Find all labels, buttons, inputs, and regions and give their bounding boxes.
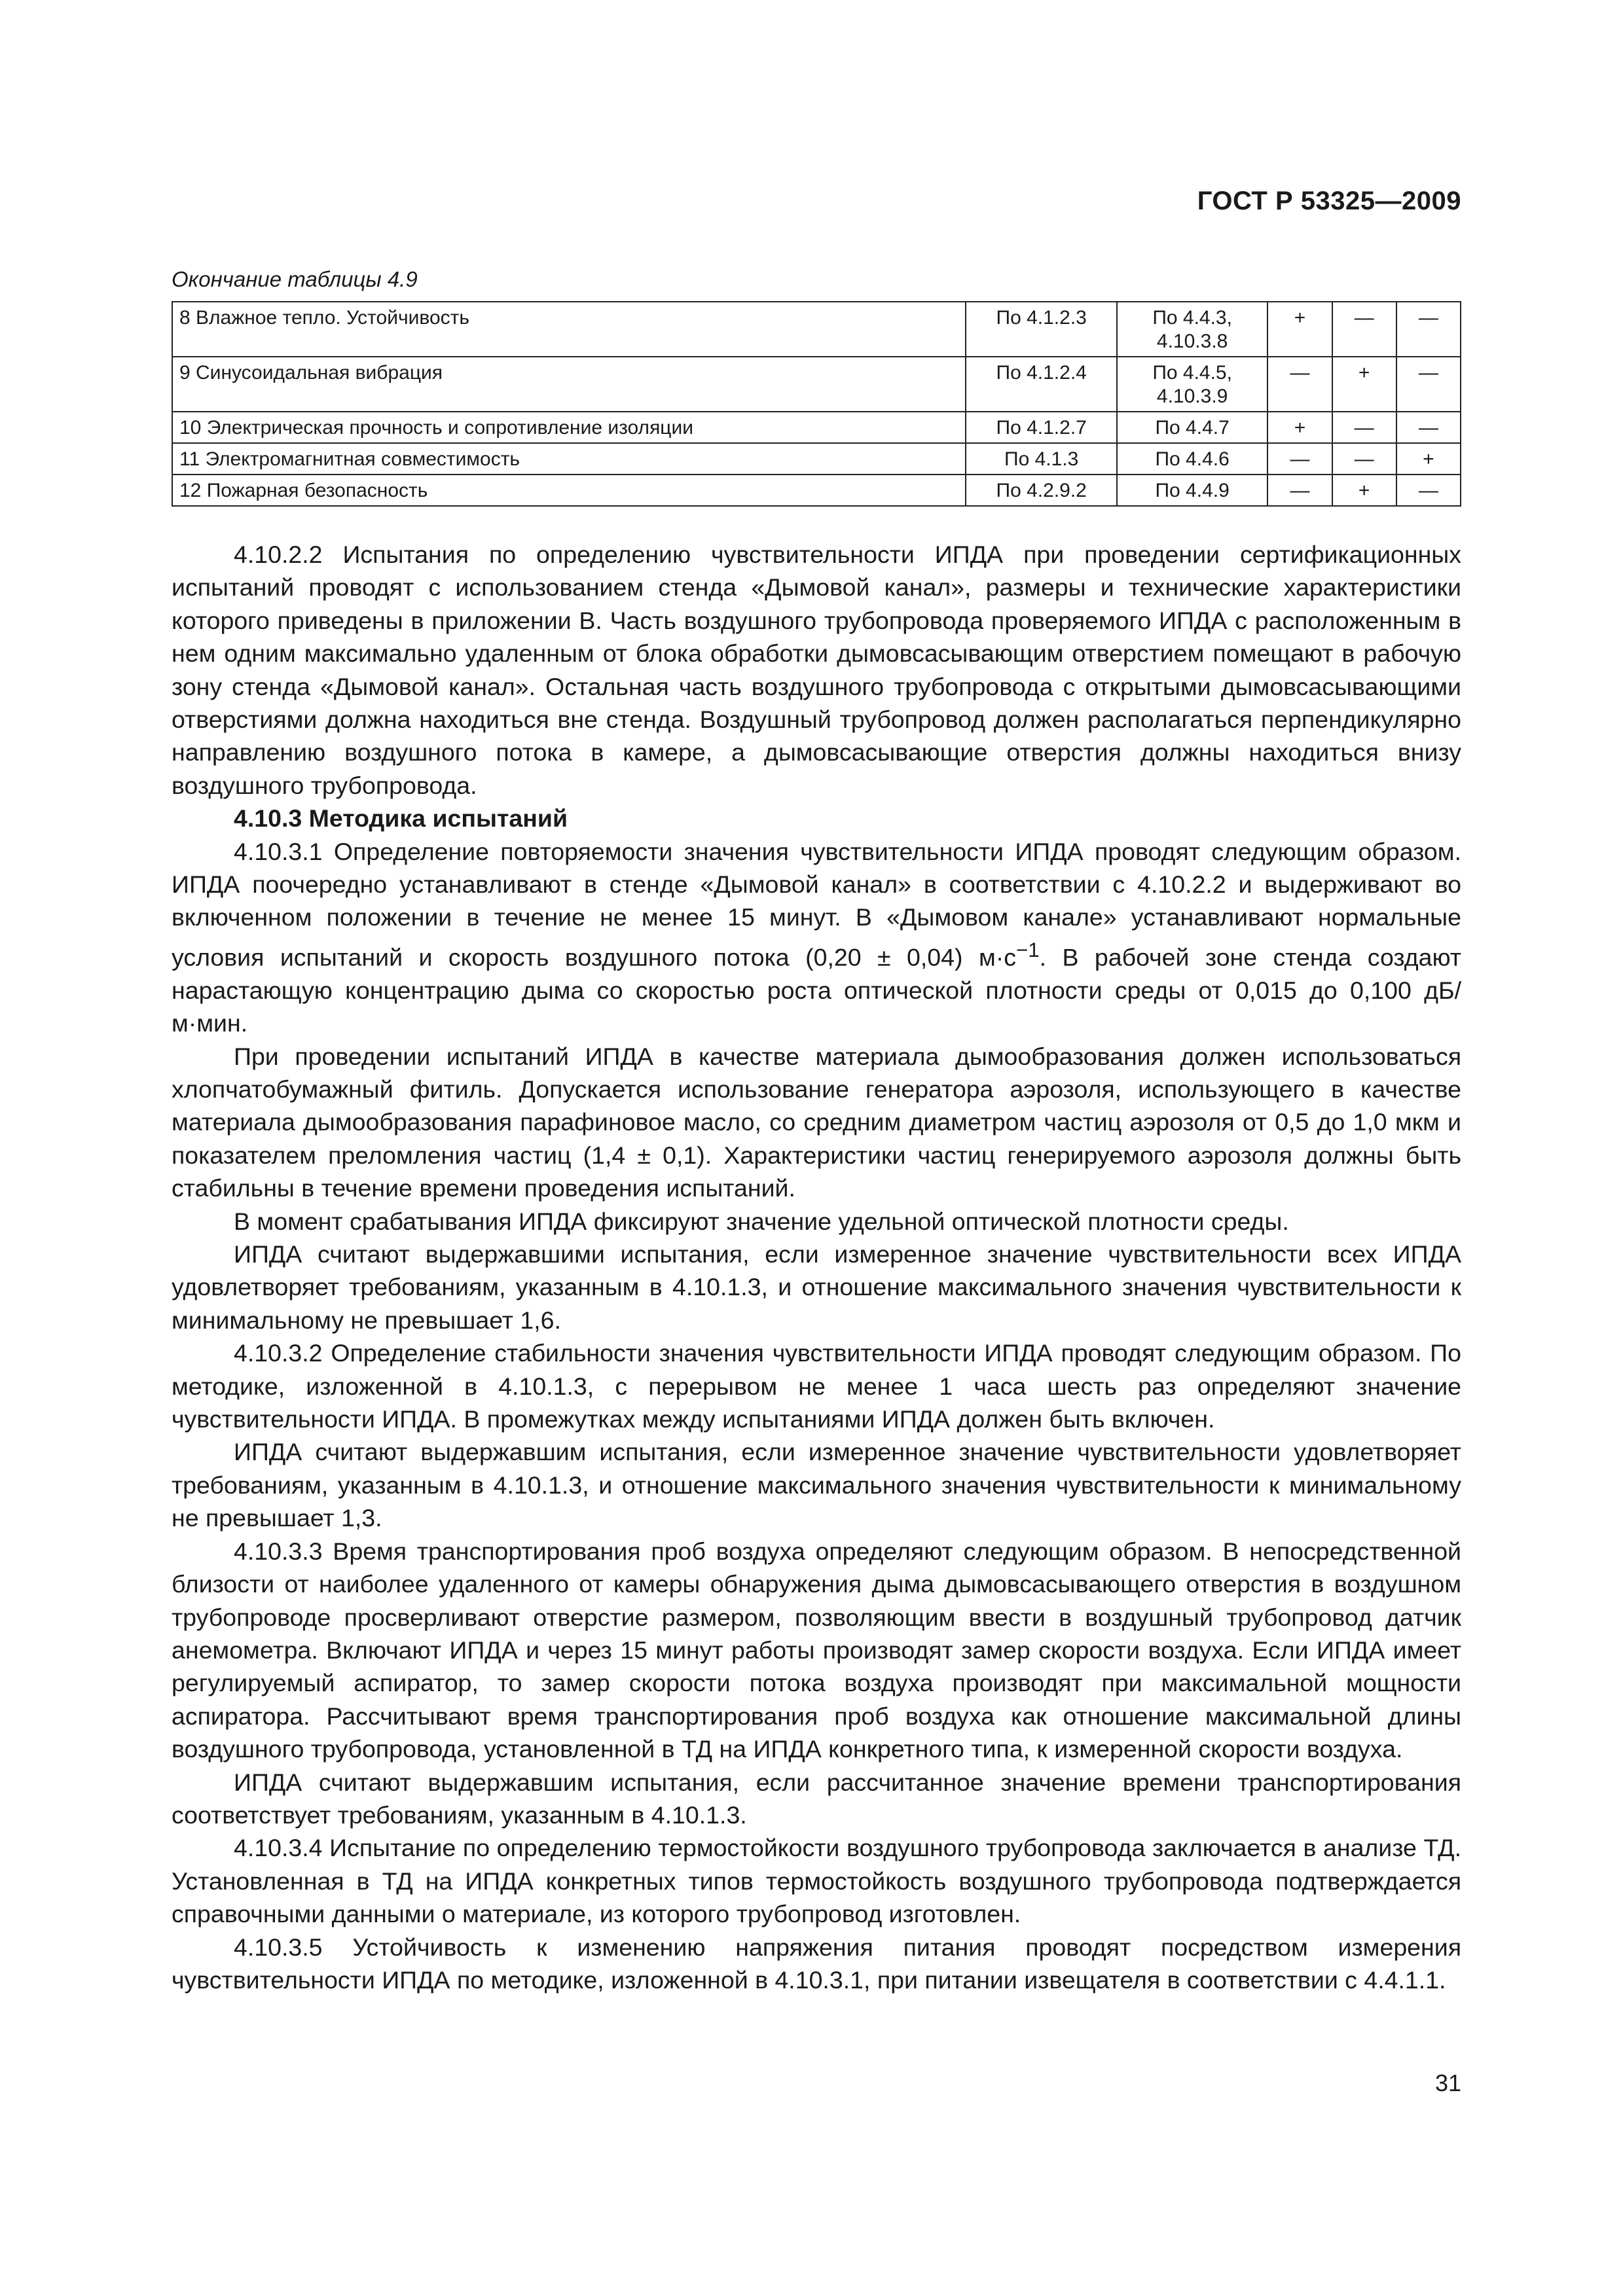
test-name-cell: 10 Электрическая прочность и сопротивление изоляции: [172, 412, 966, 443]
table-row: [172, 357, 1461, 412]
flag-cell-3: —: [1396, 357, 1461, 412]
test-name-cell: 11 Электромагнитная совместимость: [172, 443, 966, 475]
test-name-cell: 9 Синусоидальная вибрация: [172, 357, 966, 412]
method-cell: [1117, 357, 1267, 412]
test-table: [172, 301, 1461, 507]
table-row: [172, 475, 1461, 506]
paragraph: В момент срабатывания ИПДА фиксируют значение удельной оптической плотности среды.: [234, 1207, 1289, 1235]
paragraph-part: . В рабочей зоне стенда создают нарастающую концентрацию дыма со скоростью роста оптической плотности среды от 0,015 до 0,100 дБ/м·мин.: [172, 943, 1461, 1037]
flag-cell-2: —: [1332, 302, 1396, 357]
body-text: [172, 538, 1461, 1996]
method-line-1: По 4.4.5,: [1152, 362, 1232, 384]
flag-cell-3: —: [1396, 475, 1461, 506]
flag-cell-1: —: [1267, 475, 1332, 506]
flag-cell-1: —: [1267, 357, 1332, 412]
method-line-1: По 4.4.9: [1155, 480, 1230, 501]
table-row: [172, 443, 1461, 475]
method-line-1: По 4.4.3,: [1152, 307, 1232, 329]
section-heading: 4.10.3 Методика испытаний: [234, 804, 568, 833]
table-caption: Окончание таблицы 4.9: [172, 267, 418, 291]
flag-cell-1: +: [1267, 412, 1332, 443]
method-cell: [1117, 412, 1267, 443]
paragraph: 4.10.3.4 Испытание по определению термостойкости воздушного трубопровода заключается в анализе ТД. Установленная в ТД на ИПДА конкретных типов термостойкость воздушного трубопровода подтверждается справочными данными о материале, из которого трубопровод изготовлен.: [172, 1834, 1461, 1928]
method-cell: [1117, 443, 1267, 475]
paragraph: При проведении испытаний ИПДА в качестве материала дымообразования должен использоваться хлопчатобумажный фитиль. Допускается использование генератора аэрозоля, использующего в качестве материала дымообразования парафиновое масло, со средним диаметром частиц аэрозоля от 0,5 до 1,0 мкм и показателем преломления частиц (1,4 ± 0,1). Характеристики частиц генерируемого аэрозоля должны быть стабильны в течение времени проведения испытаний.: [172, 1042, 1461, 1202]
method-line-2: 4.10.3.8: [1156, 331, 1228, 352]
requirement-cell: По 4.1.2.4: [966, 357, 1116, 412]
flag-cell-1: +: [1267, 302, 1332, 357]
requirement-cell: По 4.1.3: [966, 443, 1116, 475]
flag-cell-1: —: [1267, 443, 1332, 475]
paragraph: [172, 835, 1461, 1040]
requirement-cell: По 4.2.9.2: [966, 475, 1116, 506]
superscript: −1: [1015, 938, 1040, 961]
test-name-cell: 12 Пожарная безопасность: [172, 475, 966, 506]
standard-id: ГОСТ Р 53325—2009: [1197, 187, 1461, 215]
flag-cell-2: —: [1332, 443, 1396, 475]
requirement-cell: По 4.1.2.7: [966, 412, 1116, 443]
paragraph: 4.10.3.5 Устойчивость к изменению напряжения питания проводят посредством измерения чувствительности ИПДА по методике, изложенной в 4.10.3.1, при питании извещателя в соответствии с 4.4.1.1.: [172, 1933, 1461, 1994]
paragraph-part: 4.10.3.1 Определение повторяемости значения чувствительности ИПДА проводят следующим образом. ИПДА поочередно устанавливают в стенде «Дымовой канал» в соответствии с 4.10.2.2 и выдерживают во включенном положении в течение не менее 15 минут. В «Дымовом канале» устанавливают нормальные условия испытаний и скорость воздушного потока (0,20 ± 0,04) м·с: [172, 837, 1461, 971]
flag-cell-2: —: [1332, 412, 1396, 443]
paragraph: ИПДА считают выдержавшим испытания, если измеренное значение чувствительности удовлетворяет требованиям, указанным в 4.10.1.3, и отношение максимального значения чувствительности к минимальному не превышает 1,3.: [172, 1438, 1461, 1532]
method-cell: [1117, 475, 1267, 506]
table-row: [172, 412, 1461, 443]
flag-cell-2: +: [1332, 475, 1396, 506]
paragraph: 4.10.2.2 Испытания по определению чувствительности ИПДА при проведении сертификационных испытаний проводят с использованием стенда «Дымовой канал», размеры и технические характеристики которого приведены в приложении В. Часть воздушного трубопровода проверяемого ИПДА с расположенным в нем одним максимально удаленным от блока обработки дымовсасывающим отверстием помещают в рабочую зону стенда «Дымовой канал». Остальная часть воздушного трубопровода с открытыми дымовсасывающими отверстиями должна находиться вне стенда. Воздушный трубопровод должен располагаться перпендикулярно направлению воздушного потока в камере, а дымовсасывающие отверстия должны находиться внизу воздушного трубопровода.: [172, 541, 1461, 799]
method-line-2: 4.10.3.9: [1156, 386, 1228, 407]
method-cell: [1117, 302, 1267, 357]
paragraph: 4.10.3.2 Определение стабильности значения чувствительности ИПДА проводят следующим образом. По методике, изложенной в 4.10.1.3, с перерывом не менее 1 часа шесть раз определяют значение чувствительности ИПДА. В промежутках между испытаниями ИПДА должен быть включен.: [172, 1339, 1461, 1433]
table-row: [172, 302, 1461, 357]
requirement-cell: По 4.1.2.3: [966, 302, 1116, 357]
method-line-1: По 4.4.6: [1155, 448, 1230, 470]
flag-cell-2: +: [1332, 357, 1396, 412]
paragraph: 4.10.3.3 Время транспортирования проб воздуха определяют следующим образом. В непосредственной близости от наиболее удаленного от камеры обнаружения дыма дымовсасывающего отверстия в воздушном трубопроводе просверливают отверстие размером, позволяющим ввести в воздушный трубопровод датчик анемометра. Включают ИПДА и через 15 минут работы производят замер скорости воздуха. Если ИПДА имеет регулируемый аспиратор, то замер скорости потока воздуха производят при максимальной мощности аспиратора. Рассчитывают время транспортирования проб воздуха как отношение максимальной длины воздушного трубопровода, установленной в ТД на ИПДА конкретного типа, к измеренной скорости воздуха.: [172, 1537, 1461, 1763]
flag-cell-3: —: [1396, 302, 1461, 357]
method-line-1: По 4.4.7: [1155, 417, 1230, 439]
flag-cell-3: +: [1396, 443, 1461, 475]
test-name-cell: 8 Влажное тепло. Устойчивость: [172, 302, 966, 357]
flag-cell-3: —: [1396, 412, 1461, 443]
page-number: 31: [1434, 2070, 1461, 2096]
paragraph: ИПДА считают выдержавшим испытания, если рассчитанное значение времени транспортирования соответствует требованиям, указанным в 4.10.1.3.: [172, 1768, 1461, 1829]
paragraph: ИПДА считают выдержавшими испытания, если измеренное значение чувствительности всех ИПДА удовлетворяет требованиям, указанным в 4.10.1.3, и отношение максимального значения чувствительности к минимальному не превышает 1,6.: [172, 1240, 1461, 1334]
